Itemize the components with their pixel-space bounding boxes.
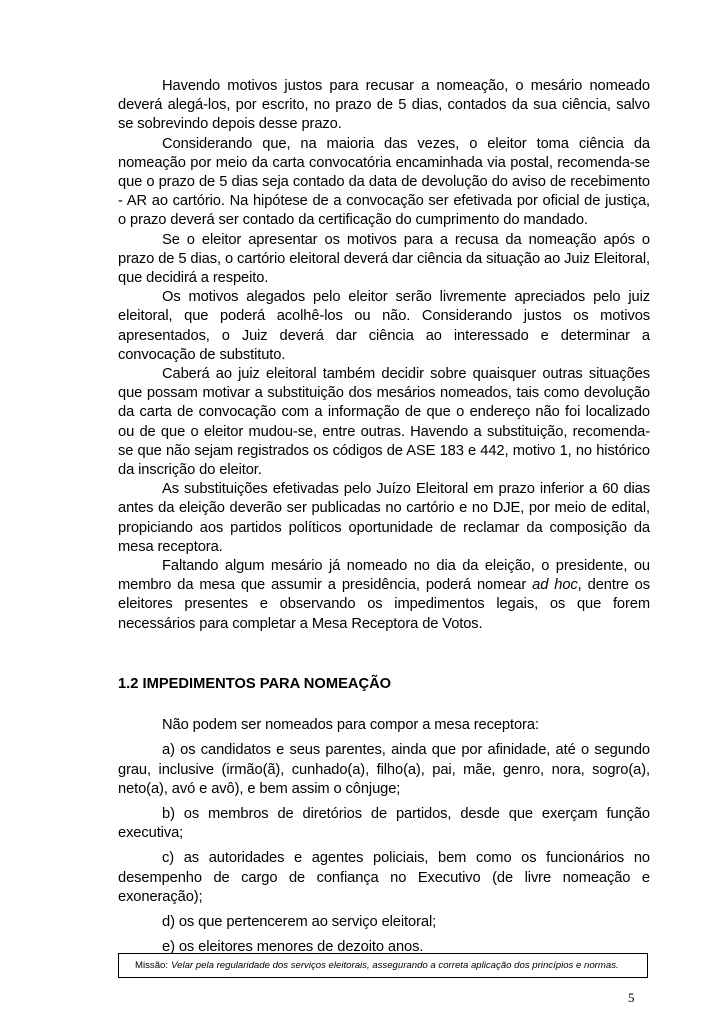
document-body xyxy=(118,77,650,957)
paragraph-ad-hoc xyxy=(118,557,650,634)
list-item: d) os que pertencerem ao serviço eleitoral; xyxy=(162,913,437,930)
list-item: a) os candidatos e seus parentes, ainda que por afinidade, até o segundo grau, inclusive (irmão(ã), cunhado(a), filho(a), pai, mãe, genro, nora, sogro(a), neto(a), avó e avô), e bem assim o cônjuge; xyxy=(118,742,650,797)
mission-footer xyxy=(118,953,648,978)
paragraph-text: Faltando algum mesário já nomeado no dia da eleição, o presidente, ou membro da mesa que assumir a presidência, poderá nomear xyxy=(118,558,650,594)
paragraph: Caberá ao juiz eleitoral também decidir sobre quaisquer outras situações que possam motivar a substituição dos mesários nomeados, tais como devolução da carta de convocação com a informação de que o endereço não foi localizado ou de que o eleitor mudou-se, entre outras. Havendo a substituição, recomenda-se que não sejam registrados os códigos de ASE 183 e 442, motivo 1, no histórico da inscrição do eleitor. xyxy=(118,366,650,479)
mission-label: Missão: xyxy=(135,960,169,971)
italic-term: ad hoc xyxy=(532,577,578,594)
list-item: b) os membros de diretórios de partidos, desde que exerçam função executiva; xyxy=(118,805,650,842)
mission-text: Velar pela regularidade dos serviços eleitorais, assegurando a correta aplicação dos princípios e normas. xyxy=(171,960,619,971)
paragraph: Os motivos alegados pelo eleitor serão livremente apreciados pelo juiz eleitoral, que poderá acolhê-los ou não. Considerando justos os motivos apresentados, o Juiz deverá dar ciência ao interessado e determinar a convocação de substituto. xyxy=(118,289,650,363)
paragraph: Considerando que, na maioria das vezes, o eleitor toma ciência da nomeação por meio da carta convocatória encaminhada via postal, recomenda-se que o prazo de 5 dias seja contado da data de devolução do aviso de recebimento - AR ao cartório. Na hipótese de a convocação ser efetivada por oficial de justiça, o prazo deverá ser contado da certificação do cumprimento do mandado. xyxy=(118,135,650,229)
list-item: c) as autoridades e agentes policiais, bem como os funcionários no desempenho de cargo de confiança no Executivo (de livre nomeação e exoneração); xyxy=(118,850,650,905)
paragraph-text: , dentre os eleitores presentes e observando os impedimentos legais, os que forem necessários para completar a Mesa Receptora de Votos. xyxy=(118,577,650,632)
section-heading: 1.2 IMPEDIMENTOS PARA NOMEAÇÃO xyxy=(118,675,392,692)
list-item: e) os eleitores menores de dezoito anos. xyxy=(162,939,424,956)
paragraph: As substituições efetivadas pelo Juízo Eleitoral em prazo inferior a 60 dias antes da eleição deverão ser publicadas no cartório e no DJE, por meio de edital, propiciando aos partidos políticos oportunidade de reclamar da composição da mesa receptora. xyxy=(118,481,650,555)
page-number: 5 xyxy=(628,990,635,1005)
section-intro: Não podem ser nomeados para compor a mesa receptora: xyxy=(162,717,539,734)
paragraph: Havendo motivos justos para recusar a nomeação, o mesário nomeado deverá alegá-los, por escrito, no prazo de 5 dias, contados da sua ciência, salvo se sobrevindo depois desse prazo. xyxy=(118,78,650,133)
paragraph: Se o eleitor apresentar os motivos para a recusa da nomeação após o prazo de 5 dias, o cartório eleitoral deverá dar ciência da situação ao Juiz Eleitoral, que decidirá a respeito. xyxy=(118,231,650,287)
